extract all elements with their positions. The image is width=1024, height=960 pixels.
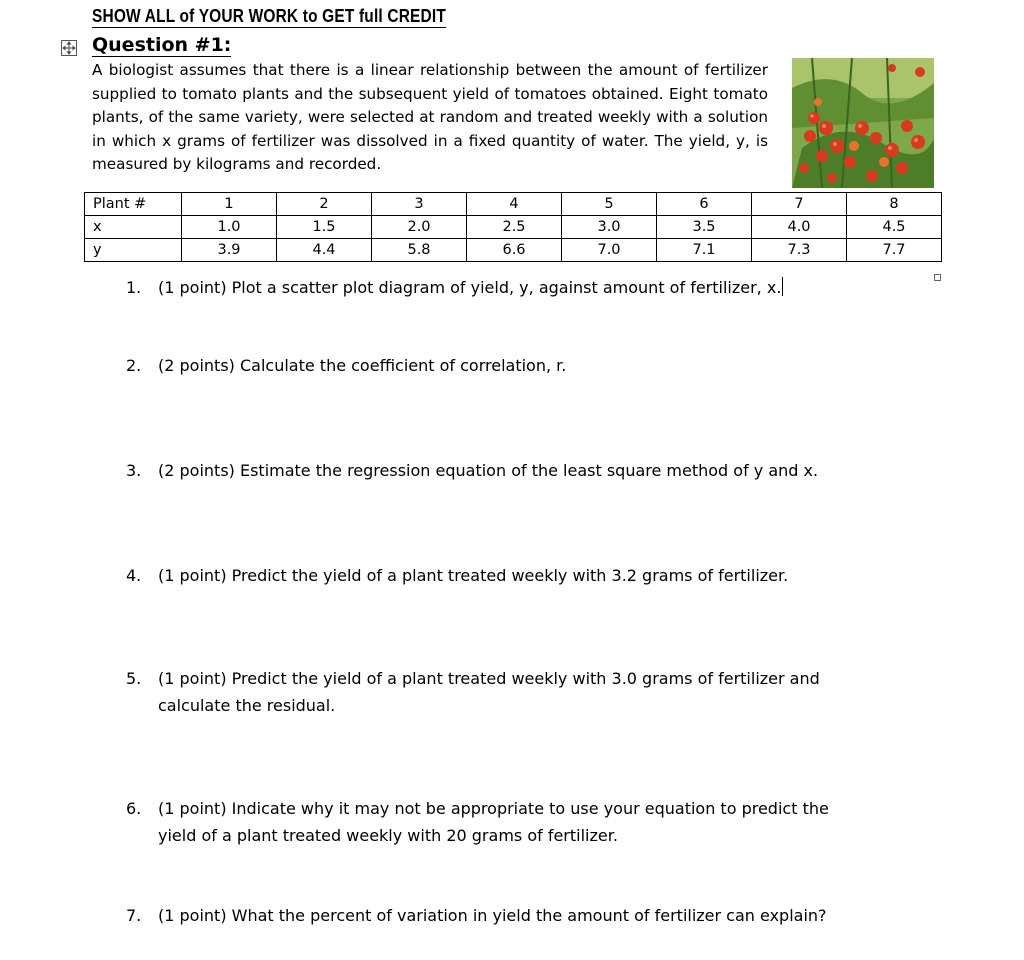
item-text-continued: yield of a plant treated weekly with 20 grams of fertilizer. (158, 826, 618, 845)
item-text-line: (1 point) What the percent of variation in yield the amount of fertilizer can explain? (158, 906, 827, 925)
item-text-block (158, 665, 820, 719)
table-row (85, 239, 942, 262)
item-text (158, 902, 827, 929)
instruction-banner: SHOW ALL of YOUR WORK to GET full CREDIT (92, 6, 447, 26)
question-intro: A biologist assumes that there is a linear relationship between the amount of fertilizer supplied to tomato plants and the subsequent yield of tomatoes obtained. Eight tomato plants, of the same variety, were selected at random and treated weekly with a solution in which x grams of fertilizer was dissolved in a fixed quantity of water. The yield, y, is measured by kilograms and recorded. (92, 61, 768, 174)
table-cell: 3.9 (182, 239, 277, 262)
table-cell: 1.5 (277, 216, 372, 239)
item-text (158, 352, 566, 379)
item-text-line: (1 point) Plot a scatter plot diagram of yield, y, against amount of fertilizer, x. (158, 278, 782, 297)
table-cell: 7.7 (847, 239, 942, 262)
item-number: 6. (126, 799, 142, 818)
table-cell: 3.5 (657, 216, 752, 239)
item-text-block (158, 795, 829, 849)
item-number: 2. (126, 356, 142, 375)
table-cell: 8 (847, 193, 942, 216)
item-text-line: (1 point) Indicate why it may not be appropriate to use your equation to predict the (158, 799, 829, 818)
data-table (84, 192, 942, 262)
item-text-block (158, 274, 783, 301)
item-text-line: (1 point) Predict the yield of a plant treated weekly with 3.2 grams of fertilizer. (158, 566, 789, 585)
table-cell: 7.3 (752, 239, 847, 262)
text-cursor (782, 277, 783, 296)
item-text (158, 457, 818, 484)
table-move-handle-icon[interactable] (61, 40, 77, 56)
item-number: 7. (126, 906, 142, 925)
item-text-block (158, 562, 788, 589)
table-row (85, 193, 942, 216)
table-cell: 2.5 (467, 216, 562, 239)
item-text (158, 274, 783, 301)
table-cell: 4.0 (752, 216, 847, 239)
table-cell: 7.0 (562, 239, 657, 262)
question-title: Question #1: (92, 34, 232, 56)
table-cell: 1 (182, 193, 277, 216)
item-text (158, 795, 829, 822)
table-cell: 5.8 (372, 239, 467, 262)
item-text (158, 665, 820, 692)
item-number: 4. (126, 566, 142, 585)
item-text-block (158, 902, 827, 929)
table-cell: 3 (372, 193, 467, 216)
table-cell: 6 (657, 193, 752, 216)
item-number: 5. (126, 669, 142, 688)
table-resize-handle[interactable] (934, 274, 941, 281)
item-text-block (158, 352, 566, 379)
table-cell: 3.0 (562, 216, 657, 239)
table-cell: 5 (562, 193, 657, 216)
table-cell: 4.5 (847, 216, 942, 239)
item-text-line: (1 point) Predict the yield of a plant treated weekly with 3.0 grams of fertilizer and (158, 669, 820, 688)
tomato-plant-image (792, 58, 934, 188)
row-header: x (85, 216, 182, 239)
item-number: 1. (126, 278, 142, 297)
item-text-block (158, 457, 818, 484)
item-text-line: (2 points) Estimate the regression equation of the least square method of y and x. (158, 461, 819, 480)
table-cell: 2.0 (372, 216, 467, 239)
item-text-line: (2 points) Calculate the coefficient of correlation, r. (158, 356, 567, 375)
item-text (158, 562, 788, 589)
table-cell: 6.6 (467, 239, 562, 262)
table-cell: 1.0 (182, 216, 277, 239)
item-text-continued: calculate the residual. (158, 696, 336, 715)
item-number: 3. (126, 461, 142, 480)
table-cell: 7.1 (657, 239, 752, 262)
row-header: Plant # (85, 193, 182, 216)
table-cell: 4.4 (277, 239, 372, 262)
table-cell: 7 (752, 193, 847, 216)
row-header: y (85, 239, 182, 262)
table-row (85, 216, 942, 239)
table-cell: 4 (467, 193, 562, 216)
table-cell: 2 (277, 193, 372, 216)
